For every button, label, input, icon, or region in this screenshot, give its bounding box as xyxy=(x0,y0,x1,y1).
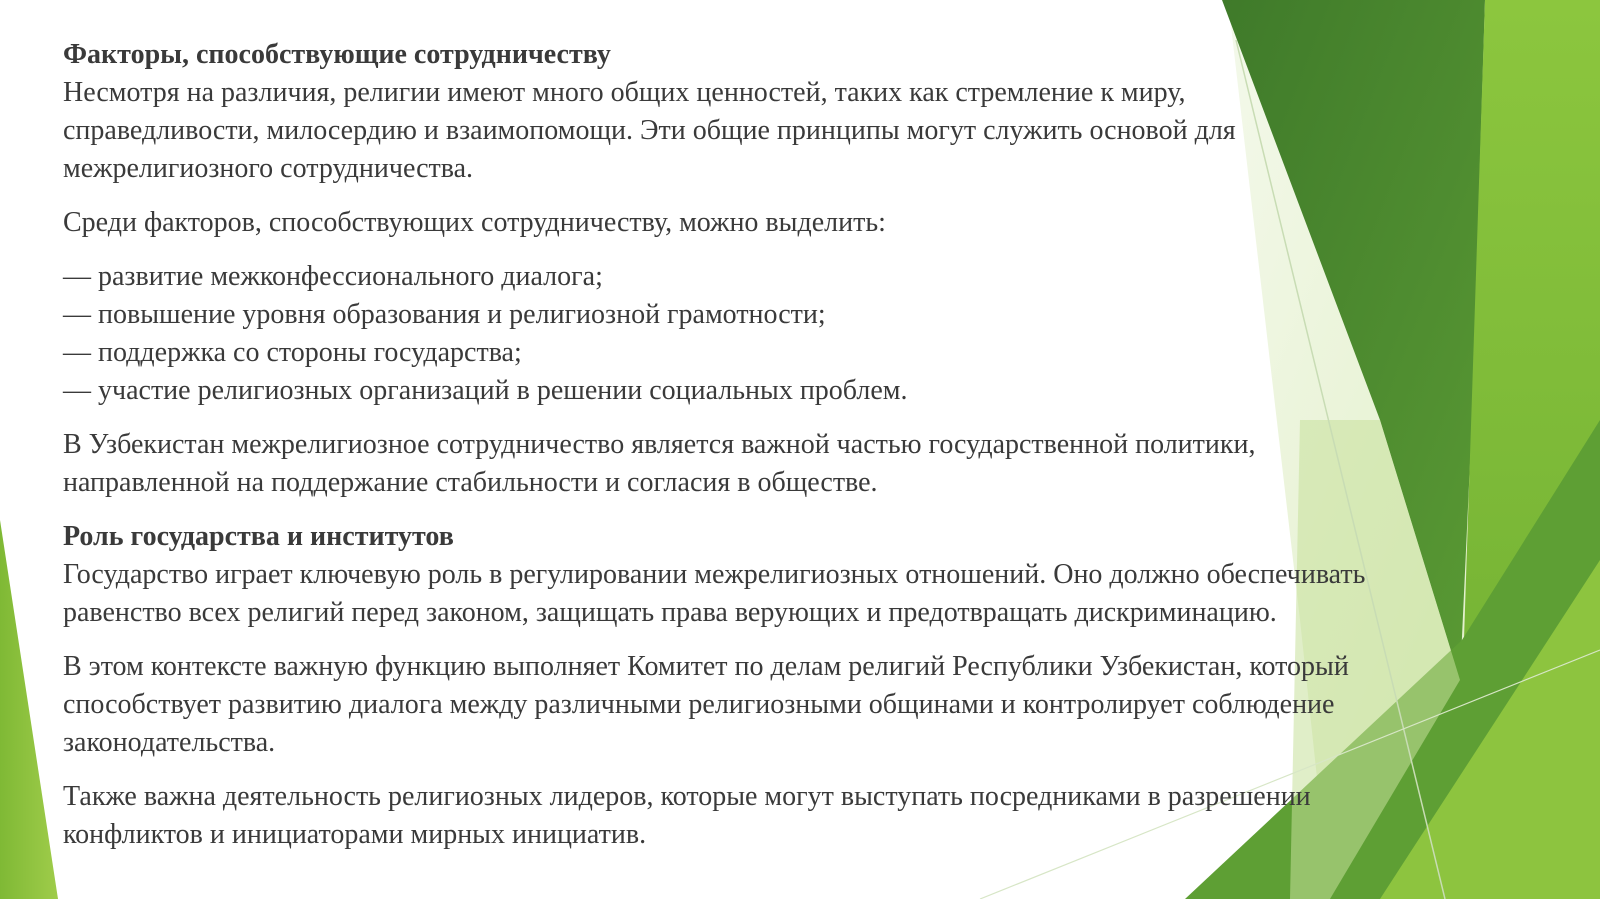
text-line: законодательства. xyxy=(63,727,276,758)
text-line: В Узбекистан межрелигиозное сотрудничество является важной частью государственной политики, xyxy=(63,429,1256,460)
factor-item: — участие религиозных организаций в решении социальных проблем. xyxy=(63,375,908,406)
factor-item: — развитие межконфессионального диалога; xyxy=(63,261,603,292)
uzbekistan-paragraph xyxy=(63,426,1563,502)
factors-list xyxy=(63,258,1563,410)
left-green-facet xyxy=(0,520,58,899)
text-line: Государство играет ключевую роль в регулировании межрелигиозных отношений. Оно должно обеспечивать xyxy=(63,559,1366,590)
text-line: способствует развитию диалога между различными религиозными общинами и контролирует соблюдение xyxy=(63,689,1335,720)
text-line: В этом контексте важную функцию выполняет Комитет по делам религий Республики Узбекистан, который xyxy=(63,651,1349,682)
text-line: конфликтов и инициаторами мирных инициатив. xyxy=(63,819,647,850)
heading-factors: Факторы, способствующие сотрудничеству xyxy=(63,39,611,70)
text-line: межрелигиозного сотрудничества. xyxy=(63,153,474,184)
section-factors xyxy=(63,36,1563,188)
section-state-role xyxy=(63,518,1563,632)
text-line: справедливости, милосердию и взаимопомощи. Эти общие принципы могут служить основой для xyxy=(63,115,1236,146)
text-line: Несмотря на различия, религии имеют много общих ценностей, таких как стремление к миру, xyxy=(63,77,1186,108)
text-line: Также важна деятельность религиозных лидеров, которые могут выступать посредниками в разрешении xyxy=(63,781,1311,812)
heading-state-role: Роль государства и институтов xyxy=(63,521,454,552)
text-line: направленной на поддержание стабильности и согласия в обществе. xyxy=(63,467,878,498)
factors-intro: Среди факторов, способствующих сотрудничеству, можно выделить: xyxy=(63,207,886,238)
text-line: равенство всех религий перед законом, защищать права верующих и предотвращать дискриминацию. xyxy=(63,597,1277,628)
factor-item: — повышение уровня образования и религиозной грамотности; xyxy=(63,299,826,330)
leaders-paragraph xyxy=(63,778,1563,854)
slide-content xyxy=(63,36,1563,870)
factor-item: — поддержка со стороны государства; xyxy=(63,337,522,368)
committee-paragraph xyxy=(63,648,1563,762)
